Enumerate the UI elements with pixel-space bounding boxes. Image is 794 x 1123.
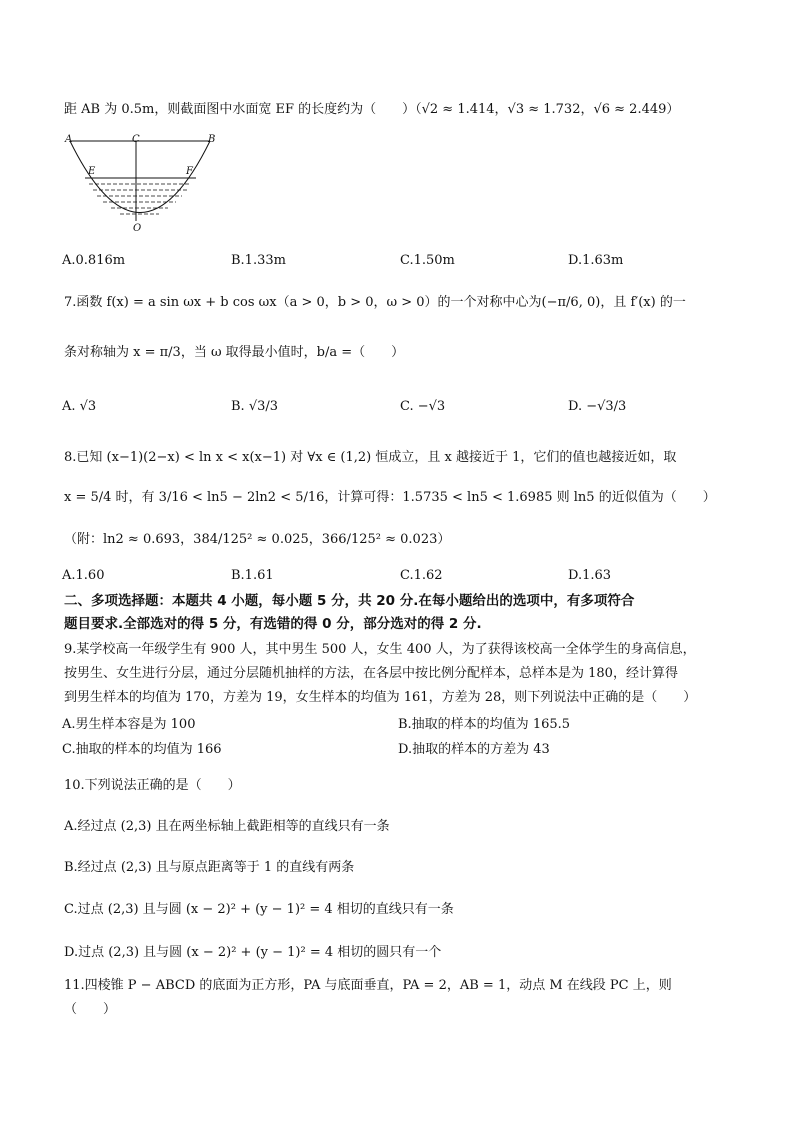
- section2-heading-line2: 题目要求.全部选对的得 5 分，有选错的得 0 分，部分选对的得 2 分.: [64, 616, 482, 632]
- q6-stem: 距 AB 为 0.5m，则截面图中水面宽 EF 的长度约为（ ）（√2 ≈ 1.414，√3 ≈ 1.732，√6 ≈ 2.449）: [64, 102, 680, 117]
- q8-option-b: B.1.61: [231, 568, 274, 583]
- q10-option-b: B.经过点 (2,3) 且与原点距离等于 1 的直线有两条: [64, 860, 355, 875]
- q10-option-d: D.过点 (2,3) 且与圆 (x − 2)² + (y − 1)² = 4 相切的圆只有一个: [64, 945, 442, 960]
- q6-option-b: B.1.33m: [231, 253, 286, 268]
- q8-line3: （附：ln2 ≈ 0.693，384/125² ≈ 0.025，366/125² ≈ 0.023）: [64, 532, 451, 547]
- q8-option-a: A.1.60: [62, 568, 105, 583]
- label-F: F: [186, 166, 193, 177]
- section2-heading-line1: 二、多项选择题：本题共 4 小题，每小题 5 分，共 20 分.在每小题给出的选项中，有多项符合: [64, 593, 635, 609]
- q9-option-b: B.抽取的样本的均值为 165.5: [398, 717, 571, 732]
- q8-line2: x = 5/4 时，有 3/16 < ln5 − 2ln2 < 5/16，计算可得：1.5735 < ln5 < 1.6985 则 ln5 的近似值为（ ）: [64, 490, 716, 505]
- q6-option-d: D.1.63m: [568, 253, 624, 268]
- q7-option-d: D. −√3/3: [568, 399, 627, 414]
- q7-line1-a: 7.函数 f(x) = a sin ωx + b cos ωx（a > 0，b > 0，ω > 0）的一个对称中心为: [64, 295, 542, 310]
- q9-line3: 到男生样本的均值为 170，方差为 19，女生样本的均值为 161，方差为 28，则下列说法中正确的是（ ）: [64, 690, 697, 705]
- label-B: B: [208, 134, 216, 145]
- label-A: A: [65, 134, 73, 145]
- q8-option-d: D.1.63: [568, 568, 612, 583]
- q8-option-c: C.1.62: [400, 568, 443, 583]
- q7-line1: [64, 294, 686, 312]
- q7-line2: 条对称轴为 x = π/3，当 ω 取得最小值时，b/a =（ ）: [64, 345, 405, 360]
- label-C: C: [132, 134, 140, 145]
- q7-option-a: A. √3: [62, 399, 97, 414]
- q9-option-d: D.抽取的样本的方差为 43: [398, 742, 550, 757]
- label-E: E: [88, 166, 96, 177]
- q6-figure: [62, 134, 222, 234]
- q8-line1: 8.已知 (x−1)(2−x) < ln x < x(x−1) 对 ∀x ∈ (1,2) 恒成立，且 x 越接近于 1，它们的值也越接近如，取: [64, 450, 677, 465]
- q9-option-a: A.男生样本容是为 100: [62, 717, 196, 732]
- q10-stem: 10.下列说法正确的是（ ）: [64, 778, 241, 793]
- q7-center-point: (−π/6, 0): [541, 295, 601, 310]
- q11-line2: （ ）: [64, 1002, 117, 1017]
- label-O: O: [133, 223, 142, 234]
- q7-option-c: C. −√3: [400, 399, 446, 414]
- q6-option-c: C.1.50m: [400, 253, 455, 268]
- q6-option-a: A.0.816m: [62, 253, 126, 268]
- q9-option-c: C.抽取的样本的均值为 166: [62, 742, 222, 757]
- q7-line1-b: ，且 f′(x) 的一: [600, 295, 686, 310]
- q9-line1: 9.某学校高一年级学生有 900 人，其中男生 500 人，女生 400 人，为了获得该校高一全体学生的身高信息，: [64, 642, 696, 657]
- q7-option-b: B. √3/3: [231, 399, 279, 414]
- q11-line1: 11.四棱锥 P − ABCD 的底面为正方形，PA 与底面垂直，PA = 2，AB = 1，动点 M 在线段 PC 上，则: [64, 978, 672, 993]
- q10-option-c: C.过点 (2,3) 且与圆 (x − 2)² + (y − 1)² = 4 相切的直线只有一条: [64, 902, 454, 917]
- q9-line2: 按男生、女生进行分层，通过分层随机抽样的方法，在各层中按比例分配样本，总样本是为 180，经计算得: [64, 666, 678, 681]
- q10-option-a: A.经过点 (2,3) 且在两坐标轴上截距相等的直线只有一条: [64, 819, 390, 834]
